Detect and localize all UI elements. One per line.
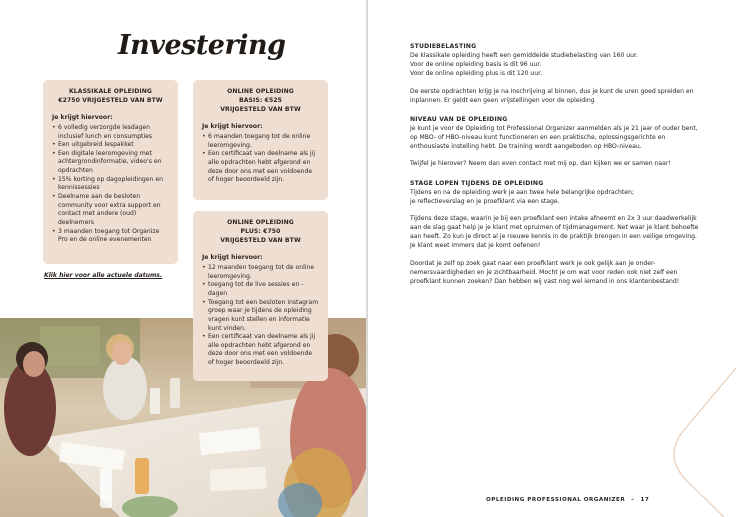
- card-heading-line: KLASSIKALE OPLEIDING: [68, 88, 153, 95]
- section-paragraph: Twijfel je hierover? Neem dan even contact met mij op, dan kijken we er samen naar!: [410, 160, 671, 168]
- list-item: • 6 maanden toegang tot de online leeromgeving.: [202, 133, 319, 150]
- card-intro: Je krijgt hiervoor:: [52, 114, 113, 122]
- card-item-list: [202, 133, 319, 185]
- list-item: • 6 volledig verzorgde lesdagen inclusief lunch en consumpties: [52, 124, 169, 141]
- card-heading: [202, 87, 319, 114]
- card-heading-line: VRIJGESTELD VAN BTW: [220, 237, 301, 245]
- right-page: [368, 0, 736, 517]
- card-intro: Je krijgt hiervoor:: [202, 123, 263, 131]
- page-footer: [486, 497, 649, 503]
- list-item: • Een uitgebreid lespakket: [52, 141, 169, 150]
- pricing-card-online-plus: [193, 211, 328, 381]
- card-heading-line: BASIS: €525: [238, 97, 283, 105]
- list-item: • 3 maanden toegang tot Organize Pro en de online evenementen: [52, 228, 169, 245]
- card-heading-line: ONLINE OPLEIDING: [227, 88, 294, 95]
- card-heading-line: €2750 VRIJGESTELD VAN BTW: [58, 97, 163, 105]
- section-heading: STAGE LOPEN TIJDENS DE OPLEIDING: [410, 179, 544, 187]
- right-column: [410, 42, 700, 296]
- list-item: • Deelname aan de besloten community voor extra support en contact met andere (oud) deelnemers: [52, 193, 169, 228]
- section-paragraph: Doordat je zelf op zoek gaat naar een proefklant werk je ook gelijk aan je onder-nemersvaardigheden en je zichtbaarheid. Mocht je om wat voor reden ook niet zelf een proefklant kunnen zoeken? Dan hebben wij vast nog wel iemand in ons klantenbestand!: [410, 259, 680, 285]
- section-paragraph: Tijdens en na de opleiding werk je aan twee hele belangrijke opdrachten; je reflectieverslag en je proefklant via een stage.: [410, 188, 634, 205]
- current-dates-link[interactable]: Klik hier voor alle actuele datums.: [44, 272, 163, 279]
- section-level: [410, 115, 700, 169]
- section-internship: [410, 179, 700, 286]
- card-heading-line: VRIJGESTELD VAN BTW: [220, 106, 301, 114]
- footer-separator: –: [631, 497, 635, 503]
- card-heading-line: ONLINE OPLEIDING: [227, 219, 294, 226]
- pricing-card-online-basis: [193, 80, 328, 200]
- page-number: 17: [640, 497, 650, 503]
- card-item-list: [202, 264, 319, 368]
- list-item: • toegang tot de live sessies en -dagen: [202, 281, 319, 298]
- footer-label: OPLEIDING PROFESSIONAL ORGANIZER: [486, 497, 626, 503]
- pricing-card-classroom: [43, 80, 178, 264]
- section-paragraph: Tijdens deze stage, waarin je bij een proefklant een intake afneemt en 2x 3 uur daadwerkelijk aan de slag gaat help je je klant met opruimen of tijdmanagement. Net waar je klant behoefte aan heeft. Zo kun je direct al je nieuwe kennis in de praktijk brengen in een veilige omgeving. Je klant weet immers dat je komt oefenen!: [410, 214, 699, 250]
- section-heading: STUDIEBELASTING: [410, 43, 477, 50]
- list-item: • Een certificaat van deelname als jij alle opdrachten hebt afgerond en deze door ons met een voldoende of hoger beoordeeld zijn.: [202, 333, 319, 368]
- section-paragraph: Je kunt je voor de Opleiding tot Professional Organizer aanmelden als je 21 jaar of ouder bent, op MBO- of HBO-niveau kunt functioneren en een praktische, oplossingsgerichte en enthousiaste instelling hebt. De training wordt aangeboden op HBO-niveau.: [410, 124, 698, 151]
- card-heading-line: PLUS: €750: [240, 228, 281, 236]
- card-intro: Je krijgt hiervoor:: [202, 254, 263, 262]
- card-heading: [202, 218, 319, 245]
- section-paragraph: De eerste opdrachten krijg je na inschrijving al binnen, dus je kunt de uren goed spreiden en inplannen. Er geldt een geen vrijstellingen voor de opleiding: [410, 87, 694, 104]
- section-paragraph: De klassikale opleiding heeft een gemiddelde studiebelasting van 160 uur. Voor de online opleiding basis is dit 96 uur. Voor de online opleiding plus is dit 120 uur.: [410, 52, 638, 78]
- list-item: • Een digitale leeromgeving met achtergrondinformatie, video's en opdrachten: [52, 150, 169, 176]
- card-item-list: [52, 124, 169, 245]
- list-item: • 15% korting op dagopleidingen en kennissessies: [52, 176, 169, 193]
- card-heading: [52, 87, 169, 105]
- section-study-load: [410, 42, 700, 105]
- list-item: • Een certificaat van deelname als jij alle opdrachten hebt afgerond en deze door ons met een voldoende of hoger beoordeeld zijn.: [202, 150, 319, 185]
- list-item: • 12 maanden toegang tot de online leeromgeving.: [202, 264, 319, 281]
- list-item: • Toegang tot een besloten instagram groep waar je tijdens de opleiding vragen kunt stellen en informatie kunt vinden.: [202, 299, 319, 334]
- left-page: [0, 0, 366, 517]
- section-heading: NIVEAU VAN DE OPLEIDING: [410, 115, 508, 123]
- page-title: Investering: [118, 30, 286, 61]
- decorative-curve-icon: [644, 360, 736, 517]
